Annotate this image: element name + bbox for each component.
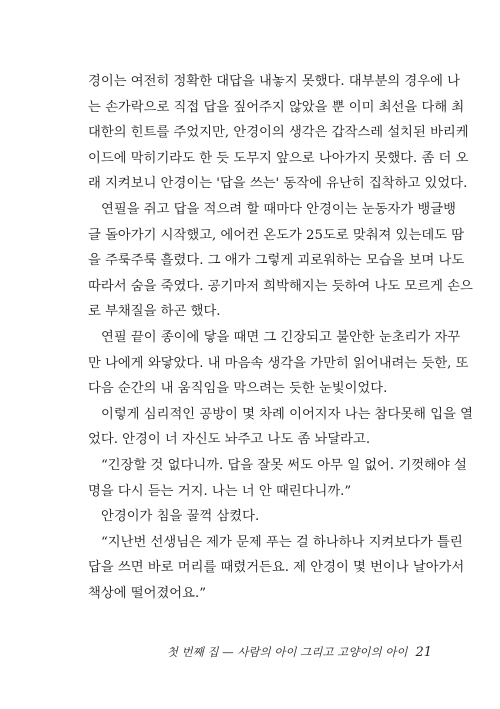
page-number: 21 [415, 645, 432, 660]
text-line: 대한의 힌트를 주었지만, 안경이의 생각은 갑작스레 설치된 바리케 [88, 125, 469, 141]
body-text [88, 69, 474, 606]
page-footer [88, 644, 432, 660]
text-line: 다음 순간의 내 움직임을 막으려는 듯한 눈빛이었다. [88, 381, 388, 397]
text-line: 이드에 막히기라도 한 듯 도무지 앞으로 나아가지 못했다. 좀 더 오 [88, 150, 469, 166]
text-line: 만 나에게 와닿았다. 내 마음속 생각을 가만히 읽어내려는 듯한, 또 [88, 355, 469, 371]
text-line: 답을 쓰면 바로 머리를 때렸거든요. 제 안경이 몇 번이나 날아가서 [88, 560, 465, 576]
text-line: “긴장할 것 없다니까. 답을 잘못 써도 아무 일 없어. 기껏해야 설 [101, 457, 467, 473]
text-line: 래 지켜보니 안경이는 '답을 쓰는' 동작에 유난히 집착하고 있었다. [88, 176, 468, 192]
text-line: 을 주룩주룩 흘렸다. 그 애가 그렇게 괴로워하는 모습을 보며 나도 [88, 253, 465, 269]
text-line: 책상에 떨어졌어요.” [88, 585, 207, 601]
text-line: 는 손가락으로 직접 답을 짚어주지 않았을 뿐 이미 최선을 다해 최 [88, 99, 465, 115]
text-line: 었다. 안경이 너 자신도 놔주고 나도 좀 놔달라고. [88, 432, 371, 448]
text-line: 명을 다시 듣는 거지. 나는 너 안 때린다니까.” [88, 483, 352, 499]
running-title: 첫 번째 집 — 사람의 아이 그리고 고양이의 아이 [166, 645, 408, 659]
text-line: 따라서 숨을 죽였다. 공기마저 희박해지는 듯하여 나도 모르게 손으 [88, 278, 473, 294]
text-line: 글 돌아가기 시작했고, 에어컨 온도가 25도로 맞춰져 있는데도 땀 [88, 227, 465, 243]
text-line: 이렇게 심리적인 공방이 몇 차례 이어지자 나는 참다못해 입을 열 [101, 406, 474, 422]
text-line: “지난번 선생님은 제가 문제 푸는 걸 하나하나 지켜보다가 틀린 [101, 534, 463, 550]
text-line: 경이는 여전히 정확한 대답을 내놓지 못했다. 대부분의 경우에 나 [88, 74, 461, 89]
text-line: 연필을 쥐고 답을 적으려 할 때마다 안경이는 눈동자가 뱅글뱅 [101, 201, 456, 217]
text-line: 로 부채질을 하곤 했다. [88, 304, 221, 320]
text-line: 연필 끝이 종이에 닿을 때면 그 긴장되고 불안한 눈초리가 자꾸 [101, 329, 461, 345]
text-line: 안경이가 침을 꿀꺽 삼켰다. [101, 509, 260, 525]
